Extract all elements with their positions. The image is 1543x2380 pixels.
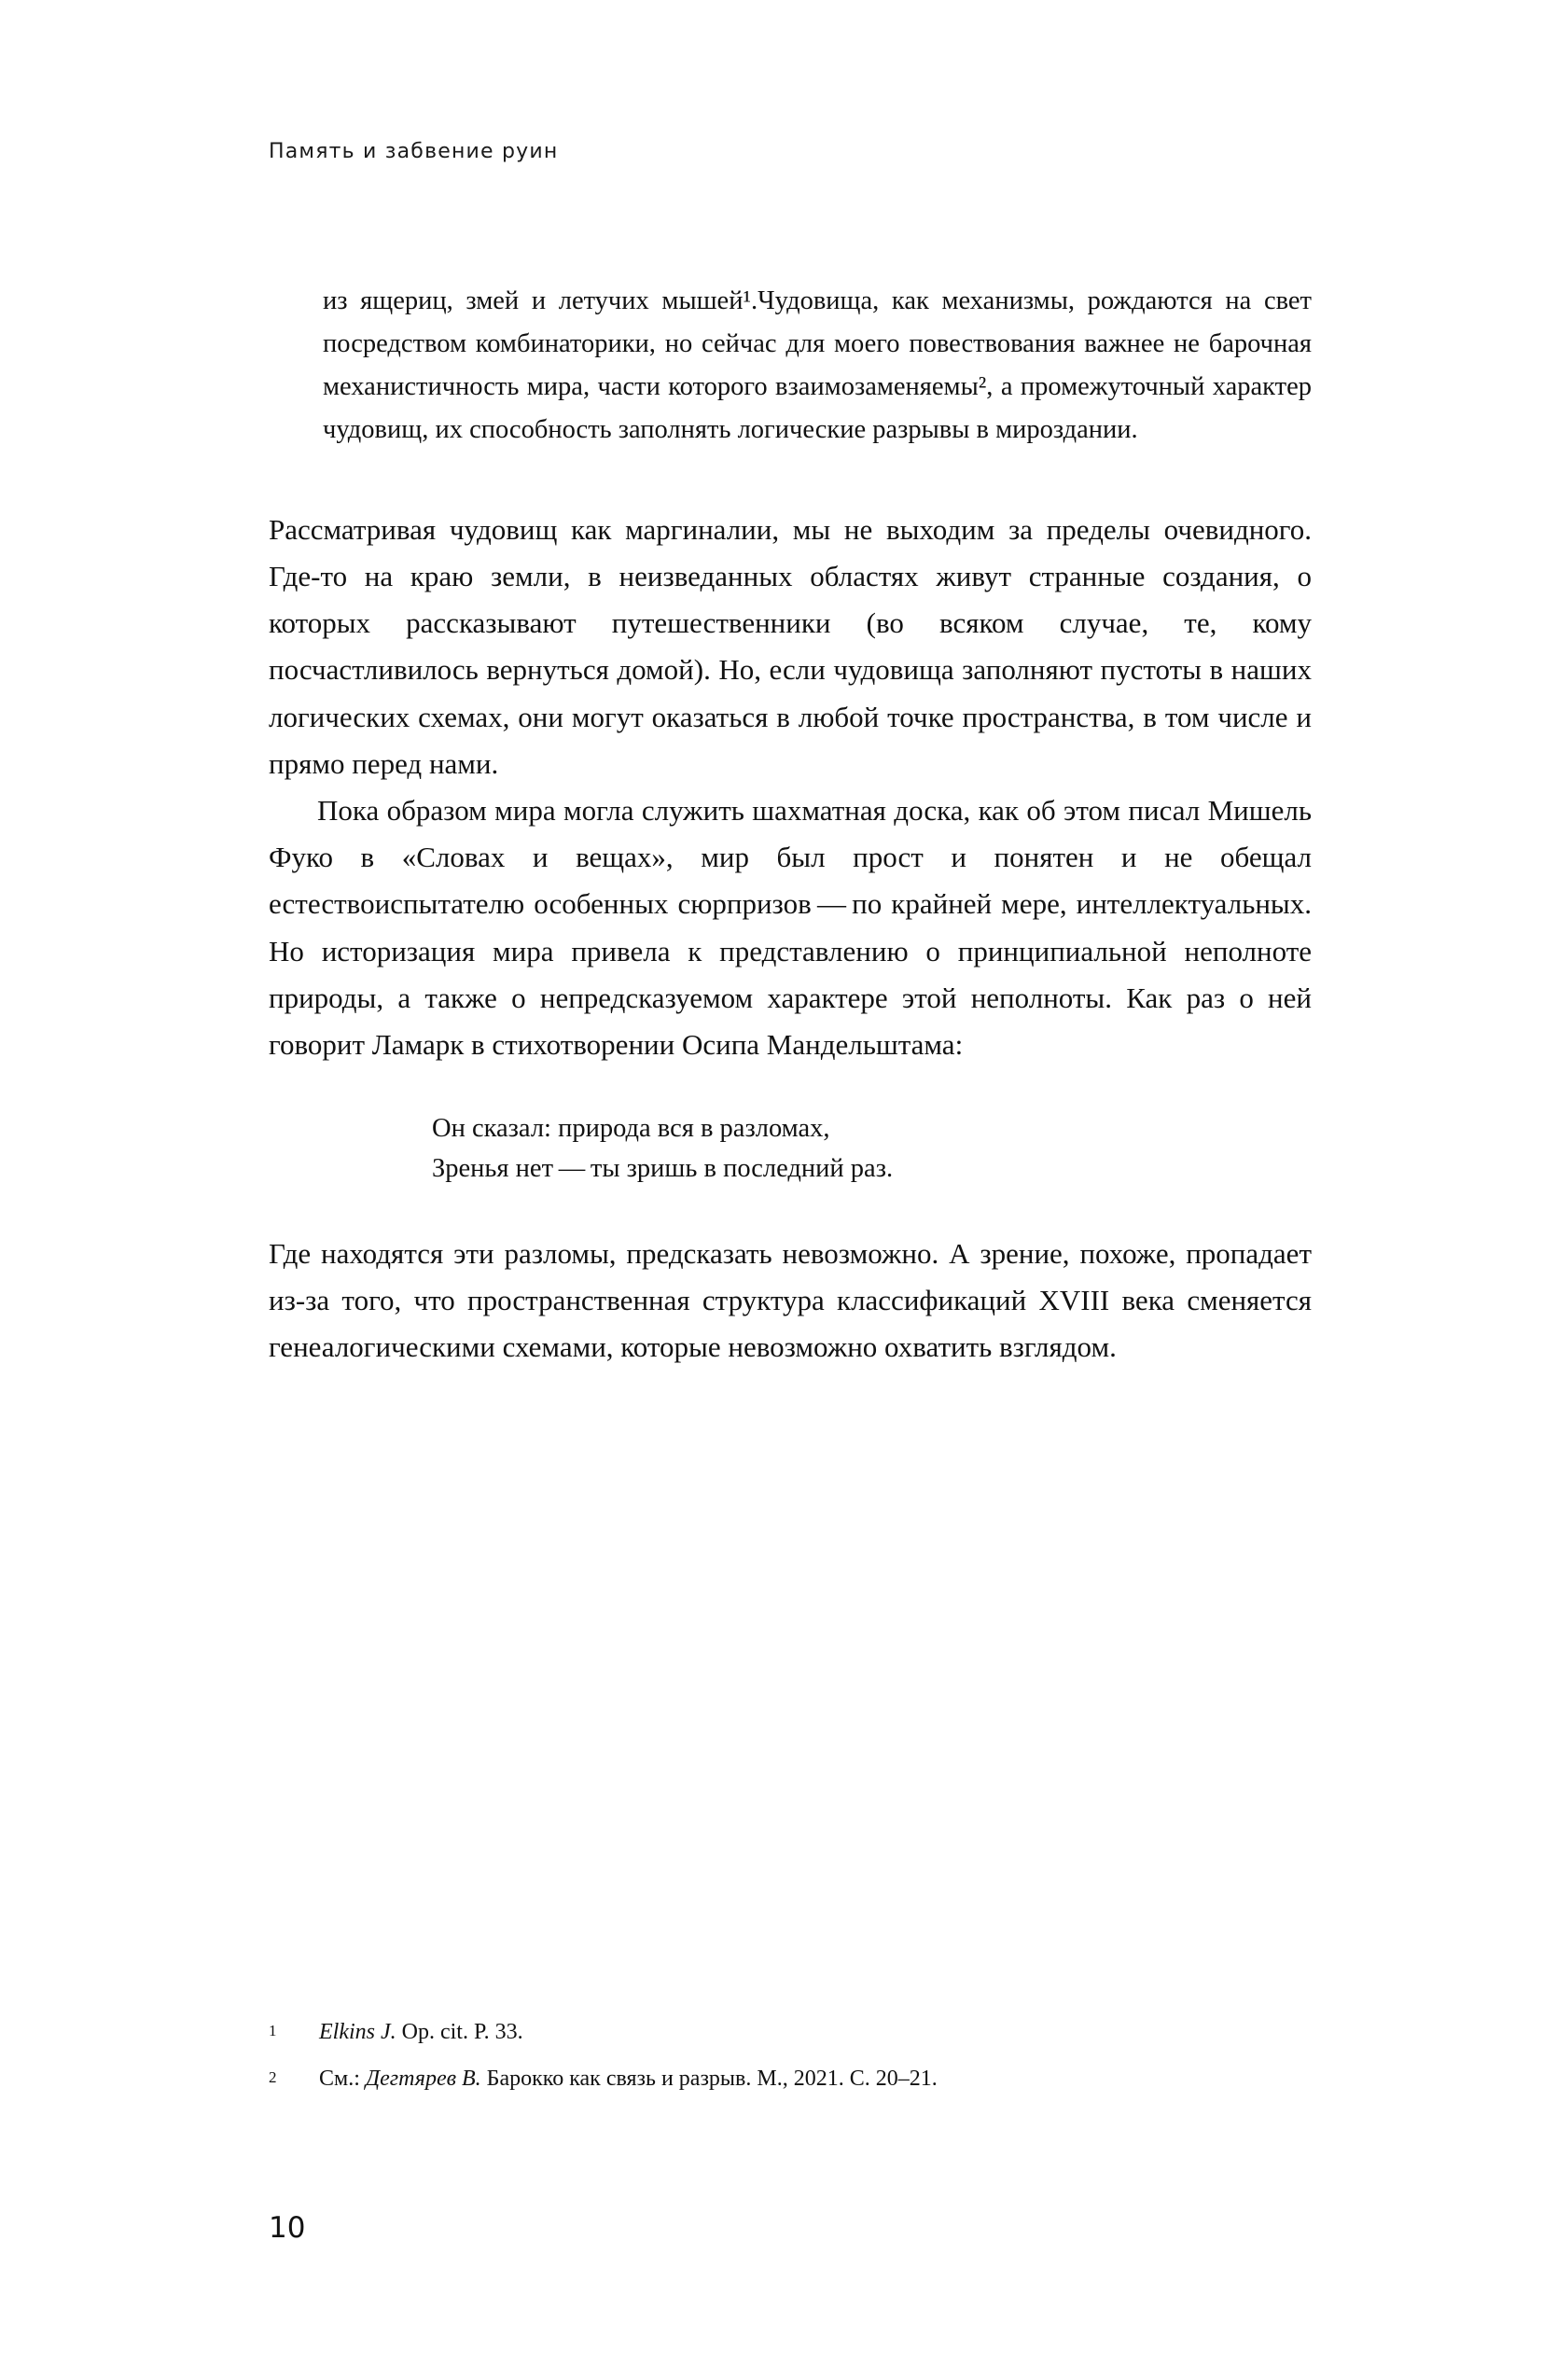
verse-line-1: Он сказал: природа вся в разломах, (432, 1114, 830, 1144)
body-paragraph-3: Где находятся эти разломы, предсказать невозможно. А зрение, похоже, пропадает из-за того, что пространственная структура классификаций XVIII века сменяется генеалогическими схемами, которые невозможно охватить взглядом. (269, 1236, 1312, 1364)
verse-line-2: Зренья нет — ты зришь в последний раз. (432, 1154, 894, 1183)
footnote-text (319, 2062, 1314, 2095)
footnote-rest: Op. cit. P. 33. (396, 2020, 523, 2044)
footnote-marker: 2 (269, 2068, 277, 2086)
footnotes-section (269, 2015, 1314, 2109)
body-paragraph-1: Рассматривая чудовищ как маргиналии, мы не выходим за пределы очевидного. Где-то на краю земли, в неизведанных областях живут странные создания, о которых рассказывают путешественники (во всяком случае, те, кому посчастливилось вернуться домой). Но, если чудовища заполняют пустоты в наших логических схемах, они могут оказаться в любой точке пространства, в том числе и прямо перед нами. (269, 512, 1312, 780)
footnote-rest: Барокко как связь и разрыв. М., 2021. С. 20–21. (480, 2067, 938, 2091)
body-paragraph-2: Пока образом мира могла служить шахматная доска, как об этом писал Мишель Фуко в «Словах и вещах», мир был прост и понятен и не обещал естествоиспытателю особенных сюрпризов — по крайней мере, интеллектуальных. Но историзация мира привела к представлению о принципиальной неполноте природы, а также о непредсказуемом характере этой неполноты. Как раз о ней говорит Ламарк в стихотворении Осипа Мандельштама: (269, 793, 1312, 1062)
page-body (269, 280, 1312, 1371)
footnote-marker: 1 (269, 2022, 277, 2039)
indented-quote-block (323, 280, 1312, 452)
footnote-item (269, 2015, 1314, 2049)
running-head: Память и забвение руин (269, 140, 559, 163)
footnote-author: Elkins J. (319, 2020, 396, 2044)
page-number: 10 (269, 2211, 306, 2245)
footnote-item (269, 2062, 1314, 2095)
footnote-text (319, 2015, 1314, 2049)
quote-paragraph: из ящериц, змей и летучих мышей¹.Чудовища, как механизмы, рождаются на свет посредством комбинаторики, но сейчас для моего повествования важнее не барочная механистичность мира, части которого взаимозаменяемы², а промежуточный характер чудовищ, их способность заполнять логические разрывы в мироздании. (323, 286, 1312, 445)
verse-block (269, 1109, 1312, 1190)
footnote-prefix: См.: (319, 2067, 366, 2091)
footnote-author: Дегтярев В. (365, 2067, 481, 2091)
